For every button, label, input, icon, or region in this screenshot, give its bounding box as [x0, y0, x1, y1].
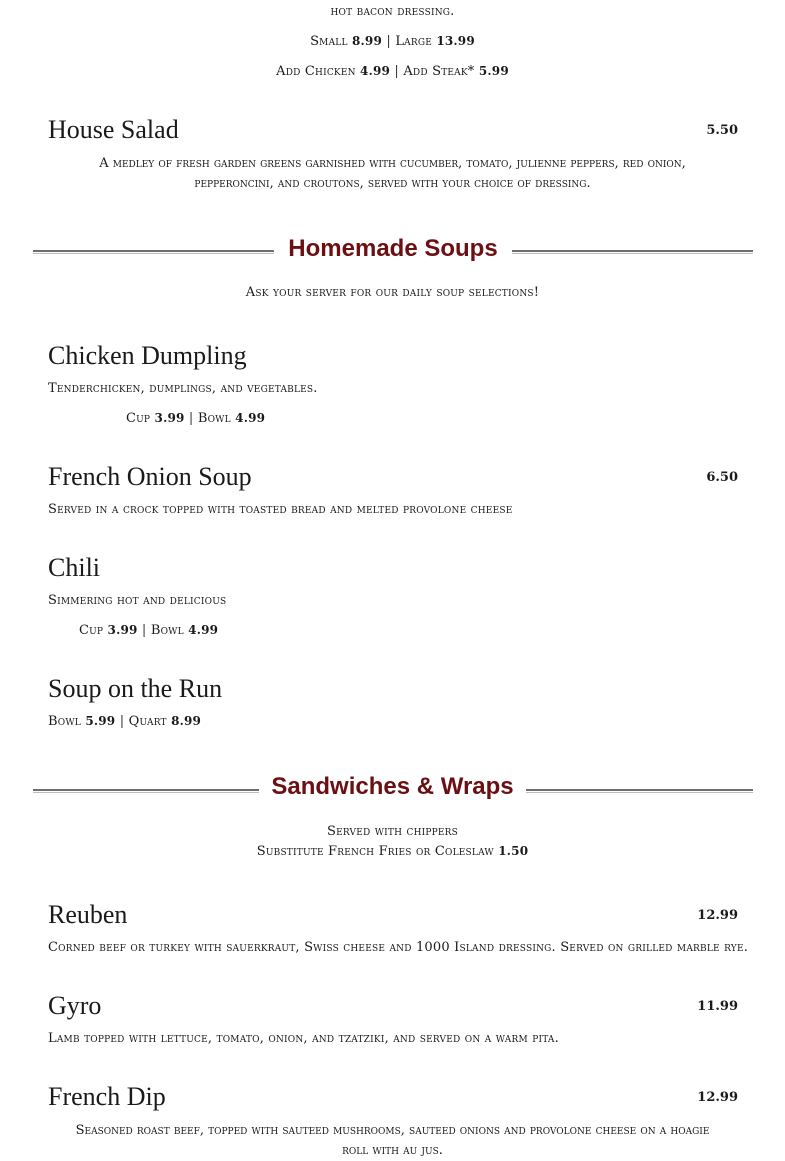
addon-steak-label: Add Steak*	[403, 64, 475, 79]
separator: |	[141, 623, 147, 638]
cobb-salad-desc-tail: hot bacon dressing.	[330, 4, 455, 19]
cup-price: 3.99	[107, 623, 138, 637]
addon-chicken-label: Add Chicken	[276, 64, 356, 79]
sandwich-section-title: Sandwiches & Wraps	[271, 773, 514, 800]
cup-label: Cup	[126, 411, 151, 426]
size-small-label: Small	[310, 34, 348, 49]
cobb-salad-sizes	[0, 34, 785, 49]
menu-item-sizes	[126, 411, 265, 426]
separator: |	[386, 34, 391, 49]
cup-label: Cup	[79, 623, 104, 638]
quart-price: 8.99	[171, 714, 202, 728]
bowl-price: 4.99	[188, 623, 219, 637]
menu-item-name: French Dip	[48, 1082, 166, 1111]
menu-item-price: 12.99	[697, 908, 738, 923]
menu-item-price: 6.50	[706, 470, 738, 485]
menu-item-sizes	[48, 714, 201, 729]
menu-item-desc: Simmering hot and delicious	[48, 593, 227, 608]
quart-label: Quart	[128, 714, 167, 729]
separator: |	[119, 714, 125, 729]
section-rule-right	[512, 250, 753, 254]
menu-item-name: Reuben	[48, 900, 128, 929]
soups-section-title: Homemade Soups	[288, 235, 498, 262]
cup-price: 3.99	[154, 411, 185, 425]
menu-item-desc-line2: roll with au jus.	[342, 1143, 443, 1158]
house-salad-desc-line1: A medley of fresh garden greens garnished with cucumber, tomato, julienne peppers, red onion,	[99, 156, 686, 171]
menu-item-name: Chili	[48, 553, 101, 582]
size-small-price: 8.99	[352, 34, 383, 48]
menu-item-desc-line1: Seasoned roast beef, topped with sauteed mushrooms, sauteed onions and provolone cheese on a hoagie	[75, 1123, 710, 1138]
separator: |	[394, 64, 399, 79]
menu-item-name: Chicken Dumpling	[48, 341, 247, 370]
cobb-salad-addons	[0, 64, 785, 79]
menu-item-name: French Onion Soup	[48, 462, 252, 491]
section-rule-left	[33, 789, 259, 793]
bowl-price: 5.99	[85, 714, 116, 728]
size-large-label: Large	[395, 34, 432, 49]
house-salad-desc-line2: pepperoncini, and croutons, served with your choice of dressing.	[194, 176, 591, 191]
house-salad-price: 5.50	[706, 123, 738, 138]
sandwich-section-note-line2	[0, 844, 785, 859]
menu-item-name: Gyro	[48, 991, 102, 1020]
menu-item-sizes	[79, 623, 218, 638]
size-large-price: 13.99	[436, 34, 475, 48]
bowl-price: 4.99	[235, 411, 266, 425]
bowl-label: Bowl	[48, 714, 81, 729]
menu-item-name: Soup on the Run	[48, 674, 223, 703]
substitute-price: 1.50	[498, 844, 529, 858]
menu-item-price: 12.99	[697, 1090, 738, 1105]
menu-item-desc: Served in a crock topped with toasted bread and melted provolone cheese	[48, 502, 513, 517]
section-rule-right	[526, 789, 753, 793]
menu-item-desc: Lamb topped with lettuce, tomato, onion, and tzatziki, and served on a warm pita.	[48, 1031, 559, 1046]
menu-item-price: 11.99	[697, 999, 738, 1014]
sandwich-section-note-line1: Served with chippers	[326, 824, 459, 839]
menu-item-desc: Tenderchicken, dumplings, and vegetables.	[48, 381, 318, 396]
menu-item-desc: Corned beef or turkey with sauerkraut, Swiss cheese and 1000 Island dressing. Served on grilled marble rye.	[48, 940, 749, 955]
bowl-label: Bowl	[197, 411, 231, 426]
separator: |	[188, 411, 194, 426]
bowl-label: Bowl	[150, 623, 184, 638]
house-salad-name: House Salad	[48, 115, 179, 144]
section-rule-left	[33, 250, 274, 254]
addon-steak-price: 5.99	[478, 64, 509, 78]
soups-section-note: Ask your server for our daily soup selections!	[245, 285, 540, 300]
addon-chicken-price: 4.99	[360, 64, 391, 78]
substitute-text: Substitute French Fries or Coleslaw	[256, 844, 494, 859]
